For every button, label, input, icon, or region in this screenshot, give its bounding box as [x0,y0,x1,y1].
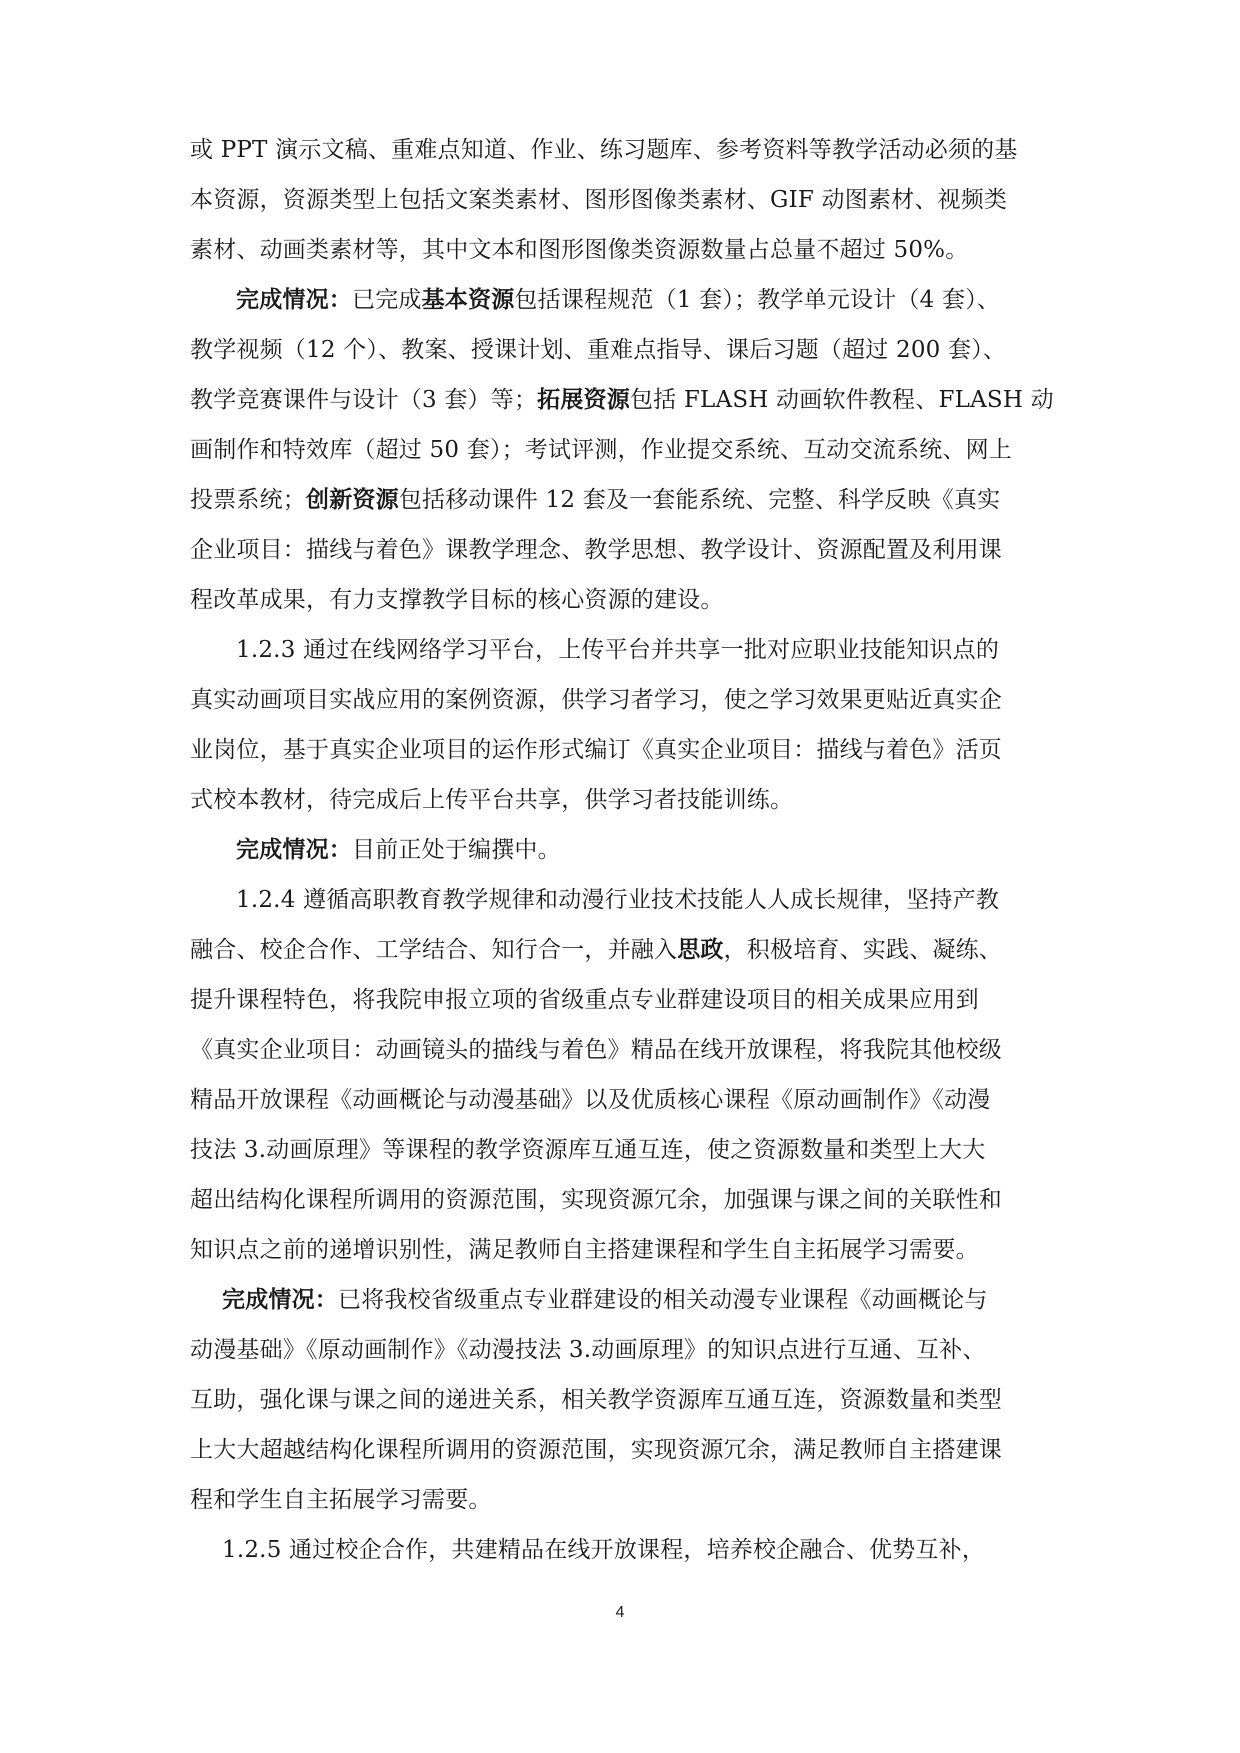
text-line [190,1485,492,1515]
text-line [190,1085,991,1115]
text-segment: 1.2.4 遵循高职教育教学规律和动漫行业技术技能人人成长规律，坚持产教 [236,887,1000,913]
text-segment: 教学竞赛课件与设计（3 套）等； [190,387,538,413]
text-line [190,1385,1002,1415]
text-segment: 已将我校省级重点专业群建设的相关动漫专业课程《动画概论与 [338,1287,988,1313]
text-line [190,135,1018,165]
text-line [190,785,793,815]
bold-text-segment: 思政 [677,936,724,963]
text-segment: 1.2.3 通过在线网络学习平台，上传平台并共享一批对应职业技能知识点的 [236,637,1000,663]
text-line [236,635,999,665]
text-line [190,535,1002,565]
text-line [190,1435,1002,1465]
text-segment: 技法 3.动画原理》等课程的教学资源库互通互连，使之资源数量和类型上大大 [190,1137,986,1163]
text-segment: 精品开放课程《动画概论与动漫基础》以及优质核心课程《原动画制作》《动漫 [190,1087,991,1113]
text-segment: 超出结构化课程所调用的资源范围，实现资源冗余，加强课与课之间的关联性和 [190,1187,1002,1213]
text-line [190,735,1002,765]
text-line [190,935,1002,965]
page-number: 4 [615,1604,625,1621]
text-line [190,1335,986,1365]
text-line [190,1235,979,1265]
text-segment: 程和学生自主拓展学习需要。 [190,1487,492,1513]
text-segment: 素材、动画类素材等，其中文本和图形图像类资源数量占总量不超过 50%。 [190,237,969,263]
text-line [236,885,999,915]
text-segment: 画制作和特效库（超过 50 套）；考试评测，作业提交系统、互动交流系统、网上 [190,437,1012,463]
bold-text-segment: 拓展资源 [537,386,630,413]
bold-text-segment: 完成情况： [222,1286,338,1313]
text-line [236,835,561,865]
text-segment: 已完成 [352,287,422,313]
text-segment: 程改革成果，有力支撑教学目标的核心资源的建设。 [190,587,724,613]
text-segment: 目前正处于编撰中。 [352,837,561,863]
text-line [190,435,1012,465]
text-segment: 包括 FLASH 动画软件教程、FLASH 动 [629,387,1054,413]
text-segment: 上大大超越结构化课程所调用的资源范围，实现资源冗余，满足教师自主搭建课 [190,1437,1002,1463]
text-segment: 包括移动课件 12 套及一套能系统、完整、科学反映《真实 [398,487,1001,513]
text-segment: 知识点之前的递增识别性，满足教师自主搭建课程和学生自主拓展学习需要。 [190,1237,979,1263]
text-line [190,685,1002,715]
text-line [190,1035,1002,1065]
text-line [190,235,968,265]
text-segment: 教学视频（12 个）、教案、授课计划、重难点指导、课后习题（超过 200 套）、 [190,337,1007,363]
text-line [190,1135,985,1165]
text-segment: 提升课程特色，将我院申报立项的省级重点专业群建设项目的相关成果应用到 [190,987,979,1013]
text-line [190,1185,1002,1215]
text-segment: 融合、校企合作、工学结合、知行合一，并融入 [190,937,678,963]
text-segment: 本资源，资源类型上包括文案类素材、图形图像类素材、GIF 动图素材、视频类 [190,187,1008,213]
text-line [190,385,1054,415]
text-segment: 互助，强化课与课之间的递进关系，相关教学资源库互通互连，资源数量和类型 [190,1387,1002,1413]
text-segment: 或 PPT 演示文稿、重难点知道、作业、练习题库、参考资料等教学活动必须的基 [190,137,1018,163]
bold-text-segment: 基本资源 [421,286,515,313]
text-segment: 真实动画项目实战应用的案例资源，供学习者学习，使之学习效果更贴近真实企 [190,687,1002,713]
text-segment: 投票系统； [190,487,306,513]
bold-text-segment: 创新资源 [306,486,399,513]
text-line [236,285,1000,315]
text-segment: 企业项目：描线与着色》课教学理念、教学思想、教学设计、资源配置及利用课 [190,537,1002,563]
text-segment: 包括课程规范（1 套）；教学单元设计（4 套）、 [514,287,1001,313]
text-line [190,335,1006,365]
text-line [190,185,1007,215]
text-line [190,985,979,1015]
bold-text-segment: 完成情况： [236,836,352,863]
text-line [190,585,724,615]
text-segment: ，积极培育、实践、凝练、 [723,937,1003,963]
text-line [222,1285,988,1315]
text-segment: 业岗位，基于真实企业项目的运作形式编订《真实企业项目：描线与着色》活页 [190,737,1002,763]
text-segment: 《真实企业项目：动画镜头的描线与着色》精品在线开放课程，将我院其他校级 [190,1037,1002,1063]
text-segment: 1.2.5 通过校企合作，共建精品在线开放课程，培养校企融合、优势互补， [222,1537,986,1563]
text-segment: 式校本教材，待完成后上传平台共享，供学习者技能训练。 [190,787,794,813]
text-segment: 动漫基础》《原动画制作》《动漫技法 3.动画原理》的知识点进行互通、互补、 [190,1337,986,1363]
text-line [190,485,1000,515]
bold-text-segment: 完成情况： [236,286,352,313]
text-line [222,1535,985,1565]
